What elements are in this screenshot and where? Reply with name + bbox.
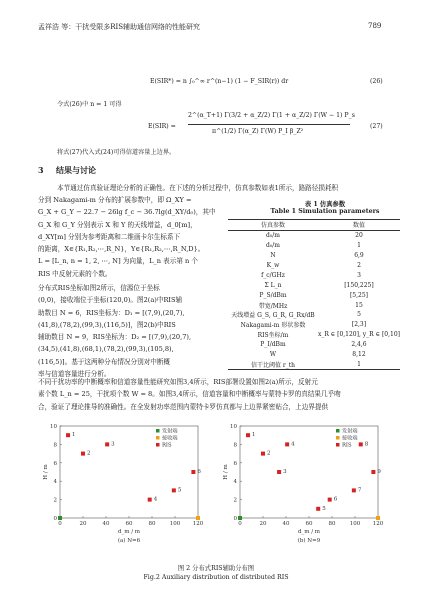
table-cell-param: P_I/dBm (260, 341, 286, 349)
paragraph-line: 不同干扰功率的中断概率和信道容量性能研究如图3,4所示，RIS部署设置如图2(a)所示，反射元 (38, 378, 318, 386)
table-cell-value: 1 (357, 242, 361, 250)
x-tick-label: 100 (169, 521, 181, 527)
chart-panel-b (223, 424, 384, 544)
section-number: 3 (38, 165, 44, 175)
x-tick-label: 80 (148, 521, 156, 527)
ris-point-label: 6 (333, 496, 338, 503)
ris-point-label: 5 (322, 505, 326, 512)
table-row (228, 310, 400, 320)
ris-point-label: 1 (72, 432, 76, 439)
ris-point (371, 470, 375, 474)
table-cell-value: 5 (357, 311, 361, 319)
legend-label: RIS (162, 442, 172, 449)
table-header-param: 仿真参数 (228, 220, 318, 231)
ris-point (81, 452, 85, 456)
y-tick-label: 8 (53, 442, 57, 449)
table-row (228, 251, 400, 261)
table-row (228, 261, 400, 271)
table-row (228, 280, 400, 290)
panel-sublabel: (b) N=9 (297, 538, 321, 544)
ris-point (246, 433, 250, 437)
table-cell-param: 带宽/MHz (258, 302, 288, 310)
table-body (228, 230, 400, 369)
x-tick-label: 20 (259, 521, 267, 527)
equation-26-number: (26) (370, 78, 383, 85)
table-cell-param: d₀/m (265, 232, 280, 240)
transmitter-point (238, 516, 242, 520)
ris-point (359, 442, 363, 446)
legend-label: 发射端 (162, 428, 178, 435)
paragraph-line: (34,5),(41,8),(68,1),(78,2),(99,3),(105,8), (38, 345, 174, 354)
x-tick-label: 40 (282, 521, 290, 527)
x-tick-label: 100 (349, 521, 361, 527)
table-cell-value: x_R ∈ [0,120], y_R ∈ [0,10] (317, 331, 400, 339)
table-cell-value: 2 (357, 262, 361, 269)
table-cell-param: 信干比阈值 r_th (228, 359, 318, 369)
ris-point-label: 9 (377, 469, 381, 475)
ris-point-label: 5 (177, 487, 182, 494)
paragraph-line: (41,8),(78,2),(99,3),(116,5)]，图2(b)中RIS (38, 320, 176, 329)
table-cell-value: 8,12 (352, 351, 366, 359)
table-cell-param: K_w (266, 262, 280, 269)
paragraph-line: 合，验证了理论推导的准确性。在全发射功率范围内蒙特卡罗仿真都与上边界紧密贴合，上边界提供 (38, 402, 329, 411)
table-row (228, 290, 400, 300)
paragraph-line: G_X 和 G_Y 分别表示 X 和 Y 的天线增益，d_0[m]， (38, 220, 197, 229)
ris-point (66, 433, 70, 437)
ris-point-label: 6 (197, 469, 201, 475)
ris-point (285, 442, 289, 446)
params-table (228, 219, 400, 370)
figure-caption-zh: 图 2 分布式RIS辅助分布图 (177, 565, 255, 572)
table-cell-value: [2,3] (351, 321, 367, 329)
legend-marker (156, 429, 160, 433)
table-cell-value: [5,25] (349, 291, 368, 299)
ris-point (316, 507, 320, 511)
chart-panel-a (43, 424, 204, 544)
table-row (228, 350, 400, 360)
table-cell-param: Σ L_n (264, 281, 282, 289)
ris-point-label: 2 (87, 450, 91, 457)
equation-27-note: 将式(27)代入式(24)可得信道容量上边界。 (57, 149, 176, 156)
y-tick-label: 6 (233, 460, 237, 467)
ris-point-label: 2 (267, 450, 271, 457)
table-label: 表 1 仿真参数 (304, 201, 346, 208)
x-axis-label: d_m / m (297, 529, 321, 535)
y-tick-label: 0 (233, 516, 237, 522)
equation-26: E(SIR*) = n ∫₀^∞ r^(n−1) (1 − F_SIR(r)) dr (150, 78, 289, 85)
paragraph-line: 助数目 N = 6，RIS坐标为：D₁ = [(7,9),(20,7), (38, 308, 185, 317)
y-axis-label: H / m (223, 464, 229, 480)
legend-label: 接收端 (342, 435, 358, 442)
table-cell-value: 20 (355, 232, 363, 240)
equation-26-note: 令式(26)中 n = 1 可得 (57, 101, 122, 108)
table-cell-param: 天线增益 G_S, G_R, G_Rx/dB (231, 312, 315, 320)
ris-point-label: 7 (357, 487, 362, 494)
simulation-parameters-table (228, 219, 400, 370)
ris-point (172, 488, 176, 492)
ris-point-label: 4 (153, 496, 158, 503)
legend-marker (336, 436, 340, 440)
x-tick-label: 40 (102, 521, 110, 527)
x-axis-label: d_m / m (117, 529, 141, 535)
table-cell-param: Nakagami-m 形状参数 (240, 322, 306, 330)
paragraph-line: (116,5)]。基于这两种分布情况分别对中断概 (38, 357, 171, 366)
table-row (228, 359, 400, 369)
figure-caption-en: Fig.2 Auxiliary distribution of distributed RIS (143, 574, 289, 581)
equation-27-denominator: π^(1/2) Γ(α_Z) Γ(W) P_I β_Z² (212, 128, 304, 135)
paragraph-line: 素个数 L_n = 25，干扰项个数 W = 8。如图3,4所示，信道容量和中断概率与蒙特卡罗的真结果几乎吻 (38, 390, 341, 399)
paragraph-intro-line (57, 182, 387, 194)
ris-point (261, 452, 265, 456)
receiver-point (376, 516, 380, 520)
y-tick-label: 8 (233, 442, 237, 449)
table-cell-value: 15 (355, 301, 363, 309)
legend-marker (156, 436, 160, 440)
y-tick-label: 10 (230, 424, 237, 430)
section-title: 结果与讨论 (56, 165, 96, 175)
table-cell-value: 3 (357, 271, 361, 279)
ris-point (277, 470, 281, 474)
x-tick-label: 80 (328, 521, 336, 527)
table-cell-param: d₀/m (265, 242, 280, 250)
equation-27-number: (27) (370, 123, 383, 130)
table-row (228, 230, 400, 240)
y-tick-label: 2 (53, 497, 57, 504)
x-tick-label: 0 (58, 521, 62, 527)
x-tick-label: 120 (372, 521, 384, 527)
y-axis-label: H / m (43, 464, 49, 480)
ris-point-label: 3 (111, 441, 115, 448)
table-cell-param: N (270, 252, 276, 260)
fraction-bar (188, 124, 350, 125)
table-row (228, 241, 400, 251)
paragraph-line: 辅助数目 N = 9，RIS坐标为：D₂ = [(7,9),(20,7), (38, 333, 192, 342)
y-tick-label: 10 (50, 424, 57, 430)
table-row (228, 340, 400, 350)
running-header: 孟祥浩 等：干扰受限多RIS辅助通信网络的性能研究 (38, 23, 201, 31)
ris-point (148, 498, 152, 502)
ris-point (191, 470, 195, 474)
x-tick-label: 60 (305, 521, 313, 527)
table-row (228, 270, 400, 280)
paragraph-line: (0,0)，接收端位于坐标(120,0)。图2(a)中RIS辅 (38, 296, 183, 305)
paragraph-line: 的距离，X∈{R₁,R₂,⋯,R_N}，Y∈{R₁,R₂,⋯,R_N,D}。 (38, 245, 205, 254)
y-tick-label: 4 (53, 479, 57, 486)
x-tick-label: 0 (238, 521, 242, 527)
equation-27-lhs: E(SIR) = (148, 123, 176, 130)
figure-2 (38, 418, 394, 558)
table-cell-value: 1 (318, 359, 400, 369)
table-cell-param: RIS坐标/m (257, 332, 289, 340)
legend-marker (336, 429, 340, 433)
paragraph-line: 分到 Nakagami-m 分布的扩展参数中，即 Ω_XY = (38, 196, 192, 204)
paragraph-line: 率与信道容量进行分析。 (38, 370, 111, 379)
paragraph-line: 本节通过仿真验证理论分析的正确性。在下述的分析过程中，仿真参数如表1所示，路路径损耗积 (57, 184, 339, 192)
table-cell-value: 2,4,6 (351, 341, 367, 349)
y-tick-label: 2 (233, 497, 237, 504)
paragraph-line: d_XY[m] 分别为参考距离和二维画卡尔生标系下 (38, 232, 181, 241)
equation-27-numerator: 2^(α_T+1) Γ(3/2 + α_Z/2) Γ(1 + α_Z/2) Γ(W − 1) P_s (188, 112, 355, 119)
ris-point-label: 1 (252, 432, 256, 439)
y-tick-label: 0 (53, 516, 57, 522)
table-cell-value: 6,9 (354, 252, 364, 260)
x-tick-label: 60 (125, 521, 133, 527)
table-cell-param: W (269, 351, 277, 359)
ris-point (328, 498, 332, 502)
table-title: Table 1 Simulation parameters (270, 208, 380, 215)
paragraph-left-2 (38, 282, 222, 380)
table-row (228, 320, 400, 330)
panel-sublabel: (a) N=6 (117, 538, 141, 544)
x-tick-label: 20 (79, 521, 87, 527)
legend-label: RIS (342, 442, 352, 449)
y-tick-label: 4 (233, 479, 237, 486)
table-cell-param: f_c/GHz (261, 271, 285, 279)
ris-point-label: 4 (291, 441, 295, 448)
paragraph-line: G_X + G_Y − 22.7 − 26lg f_c − 36.7lg(d_XY/d₀)，其中 (38, 208, 216, 217)
legend-marker (336, 443, 340, 447)
legend-marker (156, 443, 160, 447)
paragraph-line: RIS 中反射元素的个数。 (38, 269, 112, 278)
ris-point-label: 8 (364, 441, 369, 448)
ris-point-label: 3 (283, 469, 287, 475)
table-cell-param: P_S/dBm (259, 291, 287, 299)
legend-label: 接收端 (162, 435, 178, 442)
paragraph-left-1 (38, 194, 222, 280)
ris-point (105, 442, 109, 446)
page-number: 789 (368, 22, 382, 30)
legend-label: 发射端 (342, 428, 358, 435)
table-row (228, 300, 400, 310)
x-tick-label: 120 (192, 521, 204, 527)
table-row (228, 330, 400, 340)
paragraph-line: L = [L_n, n = 1, 2, ⋯, N] 为向量，L_n 表示第 n 个 (38, 257, 198, 266)
ris-point (352, 488, 356, 492)
paragraph-line: 分布式RIS坐标如图2所示，信源位于坐标 (38, 284, 160, 292)
table-header-value: 数值 (318, 220, 400, 231)
table-cell-value: [150,225] (344, 281, 374, 289)
paragraph-results (38, 376, 392, 413)
y-tick-label: 6 (53, 460, 57, 467)
transmitter-point (58, 516, 62, 520)
receiver-point (196, 516, 200, 520)
